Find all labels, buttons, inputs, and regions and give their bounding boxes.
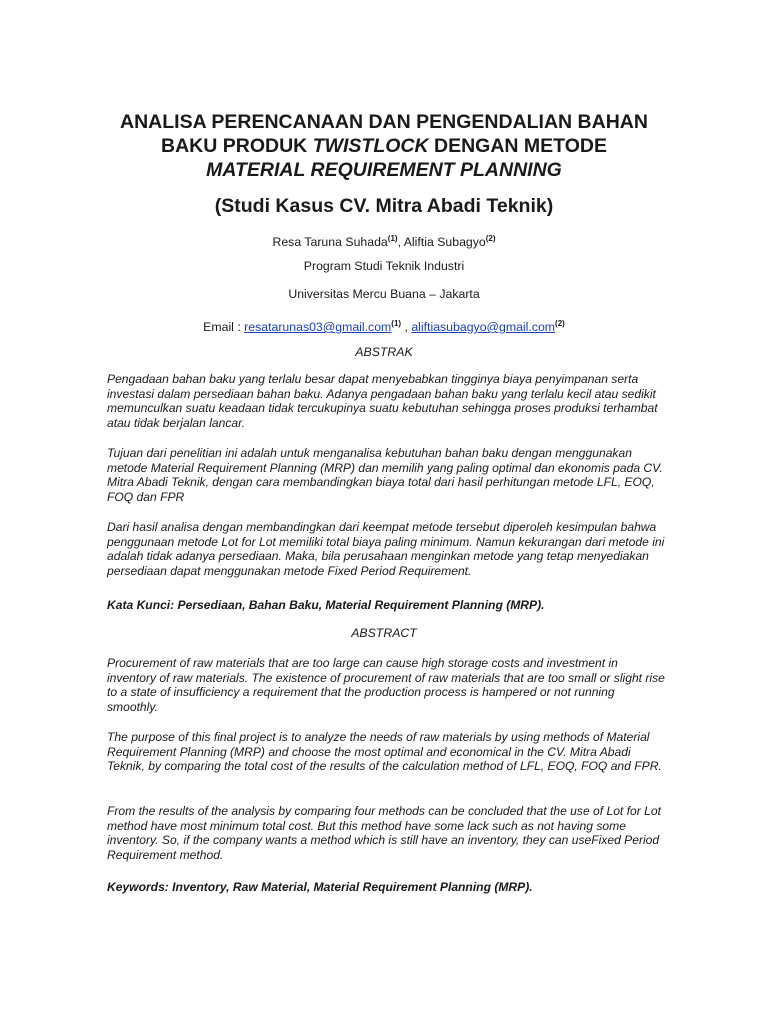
- title-line-1: ANALISA PERENCANAAN DAN PENGENDALIAN BAHAN: [120, 111, 648, 133]
- email-label: Email :: [203, 320, 245, 335]
- email-2-mark: (2): [555, 319, 565, 328]
- email-separator: ,: [401, 320, 412, 335]
- authors-line: [60, 231, 708, 250]
- title-line-2: [60, 134, 708, 158]
- email-line: [60, 316, 708, 335]
- abstrak-paragraph-2: Tujuan dari penelitian ini adalah untuk menganalisa kebutuhan bahan baku dengan menggunakan metode Material Requirement Planning (MRP) dan memilih yang paling optimal dan ekonomis pada CV. Mitra Abadi Teknik, dengan cara membandingkan biaya total dari hasil perhitungan metode LFL, EOQ, FOQ dan FPR: [107, 446, 663, 504]
- university-line: Universitas Mercu Buana – Jakarta: [288, 287, 480, 301]
- abstract-heading: ABSTRACT: [351, 626, 417, 640]
- paper-title: [60, 110, 708, 182]
- abstrak-paragraph-3: Dari hasil analisa dengan membandingkan dari keempat metode tersebut diperoleh kesimpulan bahwa penggunaan metode Lot for Lot memiliki total biaya paling minimum. Namun kekurangan dari metode ini adalah tidak adanya persediaan. Maka, bila perusahaan menginkan metode yang tetap menyediakan persediaan dapat menggunakan metode Fixed Period Requirement.: [107, 520, 665, 578]
- title-line-2-start: BAKU PRODUK: [161, 135, 313, 157]
- abstrak-heading: ABSTRAK: [355, 345, 413, 359]
- authors-separator: ,: [397, 235, 404, 250]
- author-2-mark: (2): [485, 234, 496, 243]
- author-1-mark: (1): [387, 234, 398, 243]
- abstrak-paragraph-1: Pengadaan bahan baku yang terlalu besar dapat menyebabkan tingginya biaya penyimpanan serta investasi dalam persediaan bahan baku. Adanya pengadaan bahan baku yang terlalu kecil atau sedikit memunculkan suatu keadaan tidak tercukupinya suatu kebutuhan sehingga proses produksi terhambat atau tidak berjalan lancar.: [107, 372, 658, 430]
- email-1-mark: (1): [391, 319, 402, 328]
- kata-kunci: Kata Kunci: Persediaan, Bahan Baku, Material Requirement Planning (MRP).: [107, 598, 545, 612]
- program-line: Program Studi Teknik Industri: [303, 259, 465, 273]
- email-link-2[interactable]: aliftiasubagyo@gmail.com: [411, 320, 556, 335]
- author-1: Resa Taruna Suhada: [272, 235, 388, 250]
- title-line-3: MATERIAL REQUIREMENT PLANNING: [206, 159, 562, 181]
- abstract-paragraph-1: Procurement of raw materials that are too large can cause high storage costs and investment in inventory of raw materials. The existence of procurement of raw materials that are too small or slight rise to a state of insufficiency a requirement that the production process is hampered or not running smoothly.: [107, 656, 665, 714]
- keywords: Keywords: Inventory, Raw Material, Material Requirement Planning (MRP).: [107, 880, 533, 894]
- title-product-name: TWISTLOCK: [312, 135, 429, 157]
- email-link-1[interactable]: resatarunas03@gmail.com: [244, 320, 392, 335]
- author-2: Aliftia Subagyo: [403, 235, 486, 250]
- title-line-2-end: DENGAN METODE: [428, 135, 607, 157]
- abstract-paragraph-2: The purpose of this final project is to analyze the needs of raw materials by using methods of Material Requirement Planning (MRP) and choose the most optimal and economical in the CV. Mitra Abadi Teknik, by comparing the total cost of the results of the calculation method of LFL, EOQ, FOQ and FPR.: [107, 730, 662, 774]
- abstract-paragraph-3: From the results of the analysis by comparing four methods can be concluded that the use of Lot for Lot method have most minimum total cost. But this method have some lack such as not having some inventory. So, if the company wants a method which is still have an inventory, they can useFixed Period Requirement method.: [107, 804, 661, 862]
- paper-subtitle: (Studi Kasus CV. Mitra Abadi Teknik): [214, 195, 554, 217]
